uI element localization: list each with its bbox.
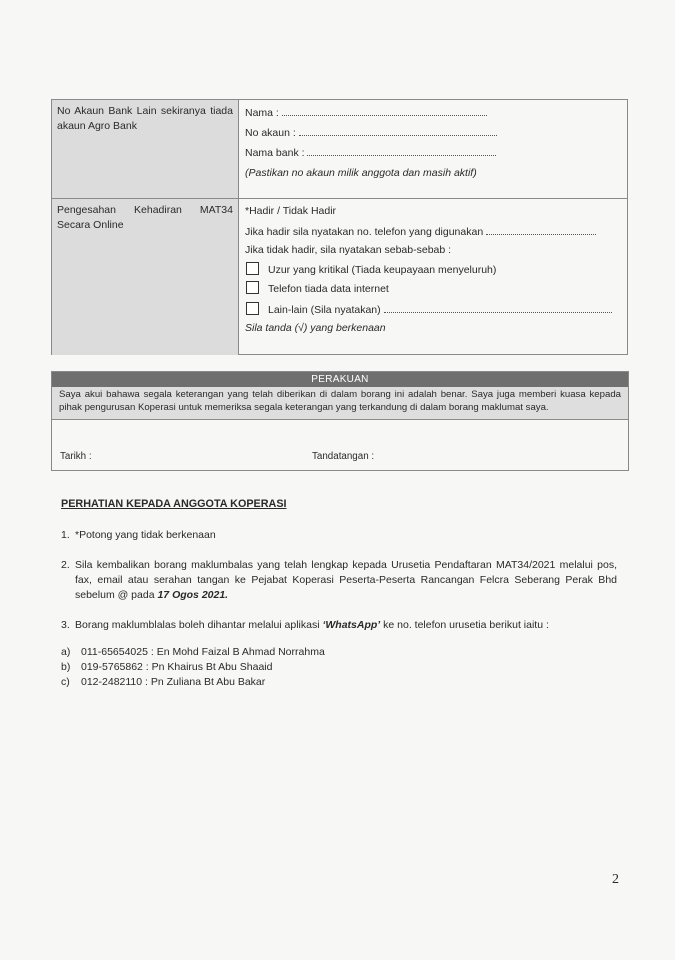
declaration-title: PERAKUAN: [52, 372, 628, 387]
note-item-3-number: 3.: [61, 619, 70, 631]
whatsapp-label: ‘WhatsApp’: [322, 619, 381, 631]
note-item-3-text: [75, 618, 617, 633]
account-number-field[interactable]: [245, 123, 621, 143]
note-item-1-text: *Potong yang tidak berkenaan: [75, 529, 216, 541]
bank-field[interactable]: [245, 143, 621, 163]
note-item-1: [61, 528, 617, 543]
phone-label: Jika hadir sila nyatakan no. telefon yang digunakan: [245, 225, 484, 238]
deadline-date: 17 Ogos 2021.: [157, 589, 229, 601]
attendance-status: *Hadir / Tidak Hadir: [245, 205, 337, 217]
bank-account-row: [52, 100, 627, 199]
date-label[interactable]: Tarikh :: [60, 451, 92, 462]
option-no-data-label: Telefon tiada data internet: [268, 283, 389, 295]
contact-text: 012-2482110 : Pn Zuliana Bt Abu Bakar: [81, 676, 266, 688]
option-others[interactable]: [245, 300, 621, 320]
contact-label: c): [61, 676, 70, 688]
phone-field[interactable]: [245, 222, 621, 242]
option-critical-illness-label: Uzur yang kritikal (Tiada keupayaan menyeluruh): [268, 263, 497, 276]
note-item-1-number: 1.: [61, 529, 70, 541]
note-item-3-body-a: Borang maklumblalas boleh dihantar melalui aplikasi: [75, 619, 323, 631]
note-item-2-body: Sila kembalikan borang maklumbalas yang telah lengkap kepada Urusetia Pendaftaran MAT34/2021 melalui pos, fax, email atau serahan tangan ke Pejabat Koperasi Peserta-Peserta Rancangan Felcra Seberang Perak Bhd sebelum @ pada: [75, 559, 617, 601]
bank-label: Nama bank :: [245, 147, 305, 159]
contact-label: a): [61, 646, 71, 658]
contact-item: [61, 645, 325, 660]
note-item-2-text: [75, 558, 617, 603]
bank-name-field[interactable]: [245, 103, 621, 123]
notes-heading: PERHATIAN KEPADA ANGGOTA KOPERASI: [61, 498, 287, 510]
checkbox-others[interactable]: [246, 302, 259, 315]
contact-item: [61, 660, 325, 675]
contact-item: [61, 675, 325, 690]
bank-account-fields: [239, 100, 627, 198]
contact-text: 011-65654025 : En Mohd Faizal B Ahmad Norrahma: [81, 646, 325, 658]
declaration-box: [51, 371, 629, 471]
absence-reason-heading: Jika tidak hadir, sila nyatakan sebab-sebab :: [245, 244, 452, 256]
contact-text: 019-5765862 : Pn Khairus Bt Abu Shaaid: [81, 661, 273, 673]
account-number-blank[interactable]: [299, 123, 497, 136]
note-item-3: [61, 618, 617, 633]
phone-blank[interactable]: [486, 222, 596, 235]
note-item-2: [61, 558, 617, 603]
page-number: 2: [612, 872, 619, 887]
option-others-label: Lain-lain (Sila nyatakan): [268, 303, 381, 316]
checkbox-no-data[interactable]: [246, 281, 259, 294]
declaration-text: Saya akui bahawa segala keterangan yang telah diberikan di dalam borang ini adalah benar. Saya juga memberi kuasa kepada pihak pengurusan Koperasi untuk memeriksa segala keterangan yang terkandung di dalam borang maklumat saya.: [52, 387, 628, 420]
bank-name-blank[interactable]: [282, 103, 487, 116]
details-table: [51, 99, 628, 355]
tick-instruction: Sila tanda (√) yang berkenaan: [245, 322, 386, 334]
option-no-data[interactable]: [245, 280, 621, 300]
option-critical-illness[interactable]: [245, 261, 621, 281]
bank-account-label: No Akaun Bank Lain sekiranya tiada akaun Agro Bank: [52, 100, 239, 198]
account-number-label: No akaun :: [245, 127, 296, 139]
checkbox-critical-illness[interactable]: [246, 262, 259, 275]
contact-label: b): [61, 661, 71, 673]
others-blank[interactable]: [384, 300, 612, 313]
attendance-label: Pengesahan Kehadiran MAT34 Secara Online: [52, 199, 239, 355]
bank-blank[interactable]: [307, 143, 496, 156]
attendance-fields: [239, 199, 627, 355]
account-note: (Pastikan no akaun milik anggota dan masih aktif): [245, 167, 477, 179]
contact-list: [61, 645, 325, 690]
bank-name-label: Nama :: [245, 107, 279, 119]
note-item-3-body-b: ke no. telefon urusetia berikut iaitu :: [380, 619, 549, 631]
attendance-row: [52, 199, 627, 355]
note-item-2-number: 2.: [61, 559, 70, 571]
signature-label[interactable]: Tandatangan :: [312, 451, 375, 462]
